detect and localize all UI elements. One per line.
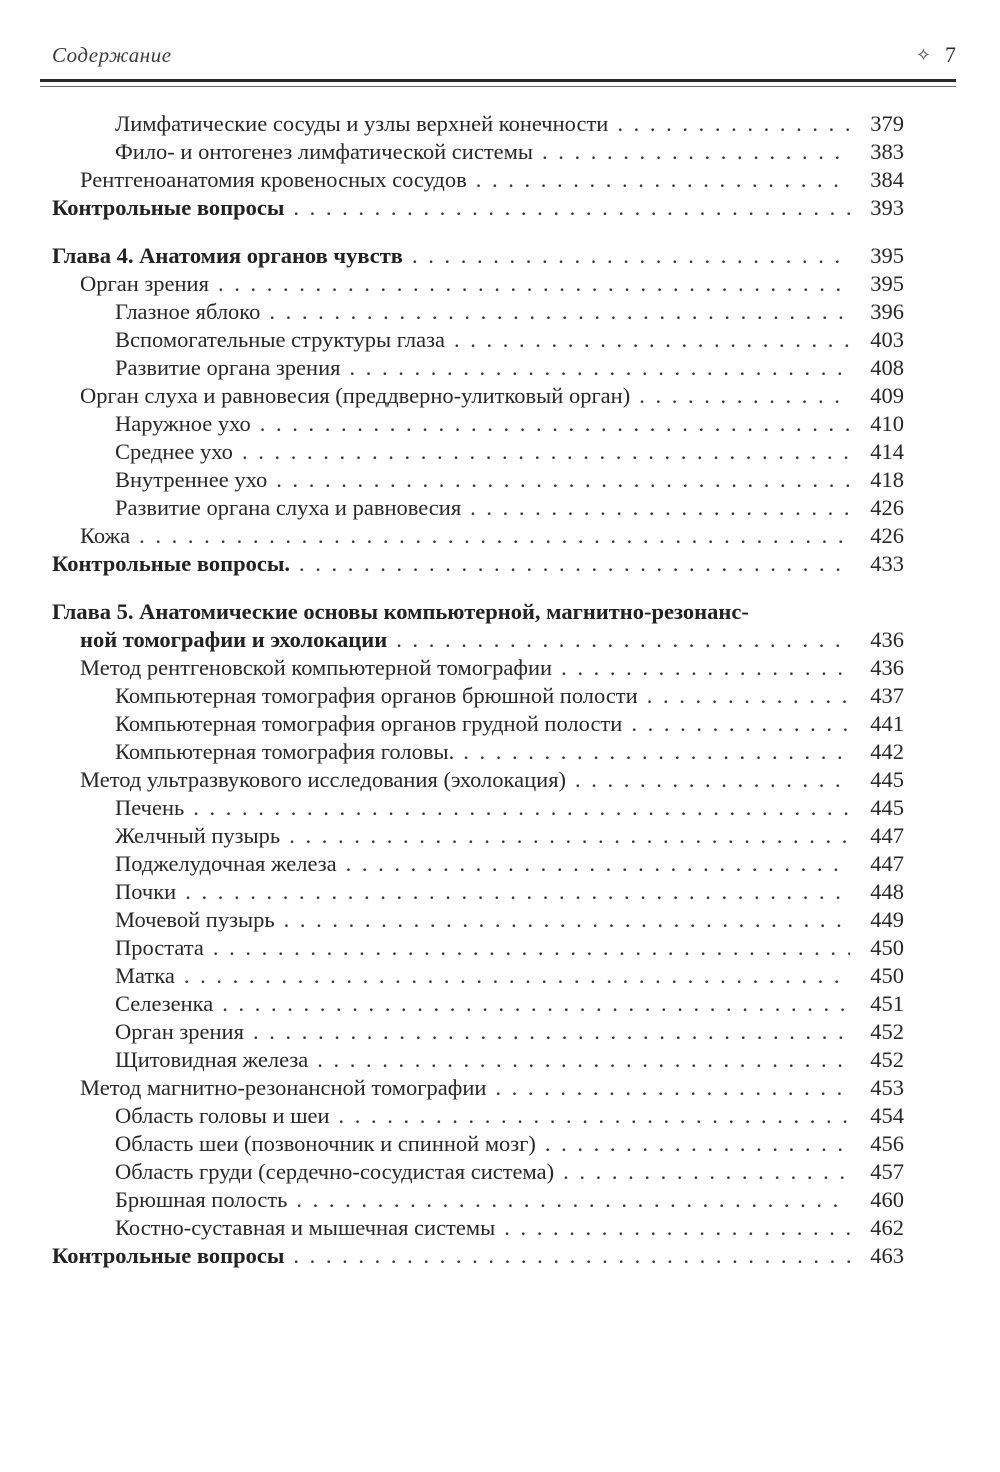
dot-leader [545,1130,850,1158]
toc-entry-label: Область груди (сердечно-сосудистая система) [115,1159,555,1184]
dot-leader [296,1186,850,1214]
toc-entry-label: ной томографии и эхолокации [80,627,388,652]
toc-entry [52,298,904,326]
dot-leader [504,1214,850,1242]
toc-entry-label: Область головы и шеи [115,1103,330,1128]
toc-entry-page: 408 [870,355,904,380]
dot-leader [293,194,850,222]
toc-entry [52,710,904,738]
toc-entry-label: Фило- и онтогенез лимфатической системы [115,139,533,164]
toc-entry-page: 426 [870,523,904,548]
toc-entry-page: 460 [870,1187,904,1212]
toc-entry-page: 418 [870,467,904,492]
dot-leader [184,962,850,990]
toc-entry-page: 436 [870,655,904,680]
toc-entry [52,1158,904,1186]
toc-list [52,110,956,1270]
toc-entry [52,626,904,654]
header-double-rule [40,79,956,87]
toc-entry-label: Контрольные вопросы [52,1243,285,1268]
toc-entry-page: 462 [870,1215,904,1240]
toc-entry-label: Глазное яблоко [115,299,261,324]
toc-entry-label: Вспомогательные структуры глаза [115,327,445,352]
toc-entry-page: 383 [870,139,904,164]
dot-leader [242,438,850,466]
toc-entry-label: Костно-суставная и мышечная системы [115,1215,496,1240]
toc-entry-page: 395 [870,271,904,296]
toc-entry-page: 453 [870,1075,904,1100]
dot-leader [293,1242,850,1270]
dot-leader [412,242,850,270]
toc-entry-page: 449 [870,907,904,932]
toc-entry [52,466,904,494]
running-head-folio [916,42,956,68]
toc-entry-label: Контрольные вопросы. [52,551,291,576]
toc-entry [52,410,904,438]
toc-entry [52,326,904,354]
dot-leader [639,382,850,410]
dot-leader [139,522,850,550]
toc-entry-label: Компьютерная томография органов брюшной полости [115,683,638,708]
toc-entry-page: 448 [870,879,904,904]
toc-entry-page: 451 [870,991,904,1016]
toc-entry-page: 463 [870,1243,904,1268]
toc-entry [52,550,904,578]
toc-entry-page: 395 [870,243,904,268]
toc-entry-label: Орган зрения [80,271,209,296]
toc-entry [52,1074,904,1102]
toc-entry-label: Простата [115,935,204,960]
toc-entry-label: Почки [115,879,177,904]
toc-entry [52,766,904,794]
toc-entry-page: 450 [870,935,904,960]
toc-entry-label: Матка [115,963,175,988]
dot-leader [575,766,850,794]
toc-entry [52,270,904,298]
toc-entry [52,166,904,194]
toc-entry-label: Мочевой пузырь [115,907,275,932]
toc-entry-page: 447 [870,823,904,848]
toc-entry [52,382,904,410]
toc-entry [52,242,904,270]
dot-leader [269,298,850,326]
toc-entry-label: Метод магнитно-резонансной томографии [80,1075,487,1100]
toc-entry-label: Внутреннее ухо [115,467,268,492]
toc-entry-page: 445 [870,767,904,792]
toc-entry [52,438,904,466]
toc-entry-label: Орган зрения [115,1019,244,1044]
toc-entry [52,822,904,850]
toc-entry [52,962,904,990]
dot-leader [276,466,850,494]
toc-entry-label: Компьютерная томография головы. [115,739,455,764]
dot-leader [346,850,850,878]
toc-entry-page: 426 [870,495,904,520]
toc-entry-page: 436 [870,627,904,652]
toc-entry [52,194,904,222]
toc-entry-label: Желчный пузырь [115,823,281,848]
dot-leader [563,1158,850,1186]
dot-leader [289,822,850,850]
toc-entry [52,1102,904,1130]
toc-entry [52,906,904,934]
toc-entry [52,1130,904,1158]
toc-entry-page: 454 [870,1103,904,1128]
toc-entry [52,354,904,382]
dot-leader [454,326,850,354]
dot-leader [185,878,850,906]
toc-entry-label: Глава 4. Анатомия органов чувств [52,243,403,268]
toc-entry-label: Рентгеноанатомия кровеносных сосудов [80,167,467,192]
running-head [52,42,956,72]
toc-entry-page: 442 [870,739,904,764]
toc-entry [52,878,904,906]
dot-leader [470,494,850,522]
toc-entry-label: Компьютерная томография органов грудной полости [115,711,623,736]
dot-leader [396,626,850,654]
toc-entry-page: 396 [870,299,904,324]
toc-entry-label: Метод ультразвукового исследования (эхолокация) [80,767,567,792]
dot-leader [631,710,850,738]
toc-entry [52,850,904,878]
toc-entry-page: 403 [870,327,904,352]
page-number: 7 [945,42,956,67]
toc-entry-page: 447 [870,851,904,876]
toc-entry-page: 379 [870,111,904,136]
toc-entry [52,1186,904,1214]
toc-entry [52,654,904,682]
toc-entry [52,934,904,962]
dot-leader [542,138,850,166]
dot-leader [339,1102,850,1130]
toc-entry-page: 456 [870,1131,904,1156]
dot-leader [213,934,850,962]
toc-entry-label: Среднее ухо [115,439,233,464]
toc-entry-label: Лимфатические сосуды и узлы верхней конечности [115,111,609,136]
toc-entry-page: 450 [870,963,904,988]
dot-leader [561,654,850,682]
toc-entry [52,794,904,822]
dot-leader [299,550,850,578]
toc-entry [52,522,904,550]
toc-entry-page: 393 [870,195,904,220]
toc-entry [52,1242,904,1270]
toc-entry-label: Поджелудочная железа [115,851,337,876]
dot-leader [284,906,850,934]
toc-entry [52,1018,904,1046]
toc-entry [52,990,904,1018]
toc-entry [52,138,904,166]
dot-leader [193,794,850,822]
toc-entry [52,1214,904,1242]
four-pointed-star-icon: ✧ [915,45,931,65]
dot-leader [349,354,850,382]
toc-entry-label: Кожа [80,523,131,548]
dot-leader [253,1018,850,1046]
toc-entry-page: 445 [870,795,904,820]
toc-entry-label: Печень [115,795,185,820]
dot-leader [222,990,850,1018]
toc-entry-label: Наружное ухо [115,411,251,436]
toc-entry-page: 433 [870,551,904,576]
toc-entry-label: Брюшная полость [115,1187,288,1212]
dot-leader [317,1046,850,1074]
dot-leader [495,1074,850,1102]
toc-entry-page: 437 [870,683,904,708]
toc-entry-label: Глава 5. Анатомические основы компьютерной, магнитно-резонанс- [52,599,749,624]
toc-entry-label: Орган слуха и равновесия (преддверно-улитковый орган) [80,383,631,408]
toc-entry-page: 409 [870,383,904,408]
toc-entry-page: 414 [870,439,904,464]
running-head-section-title: Содержание [52,43,172,67]
toc-entry-label: Контрольные вопросы [52,195,285,220]
toc-entry [52,494,904,522]
dot-leader [218,270,850,298]
toc-entry [52,738,904,766]
toc-entry-label: Селезенка [115,991,214,1016]
toc-entry [52,598,904,626]
toc-entry-page: 457 [870,1159,904,1184]
toc-entry-label: Метод рентгеновской компьютерной томографии [80,655,553,680]
dot-leader [476,166,850,194]
dot-leader [617,110,850,138]
toc-entry-page: 384 [870,167,904,192]
dot-leader [647,682,850,710]
toc-entry-label: Щитовидная железа [115,1047,309,1072]
toc-entry-page: 452 [870,1047,904,1072]
toc-entry [52,682,904,710]
toc-entry-label: Развитие органа слуха и равновесия [115,495,462,520]
toc-entry-page: 410 [870,411,904,436]
toc-entry [52,1046,904,1074]
toc-entry-page: 452 [870,1019,904,1044]
toc-entry-label: Область шеи (позвоночник и спинной мозг) [115,1131,536,1156]
toc-entry-label: Развитие органа зрения [115,355,341,380]
dot-leader [463,738,850,766]
toc-entry [52,110,904,138]
toc-entry-page: 441 [870,711,904,736]
dot-leader [260,410,850,438]
